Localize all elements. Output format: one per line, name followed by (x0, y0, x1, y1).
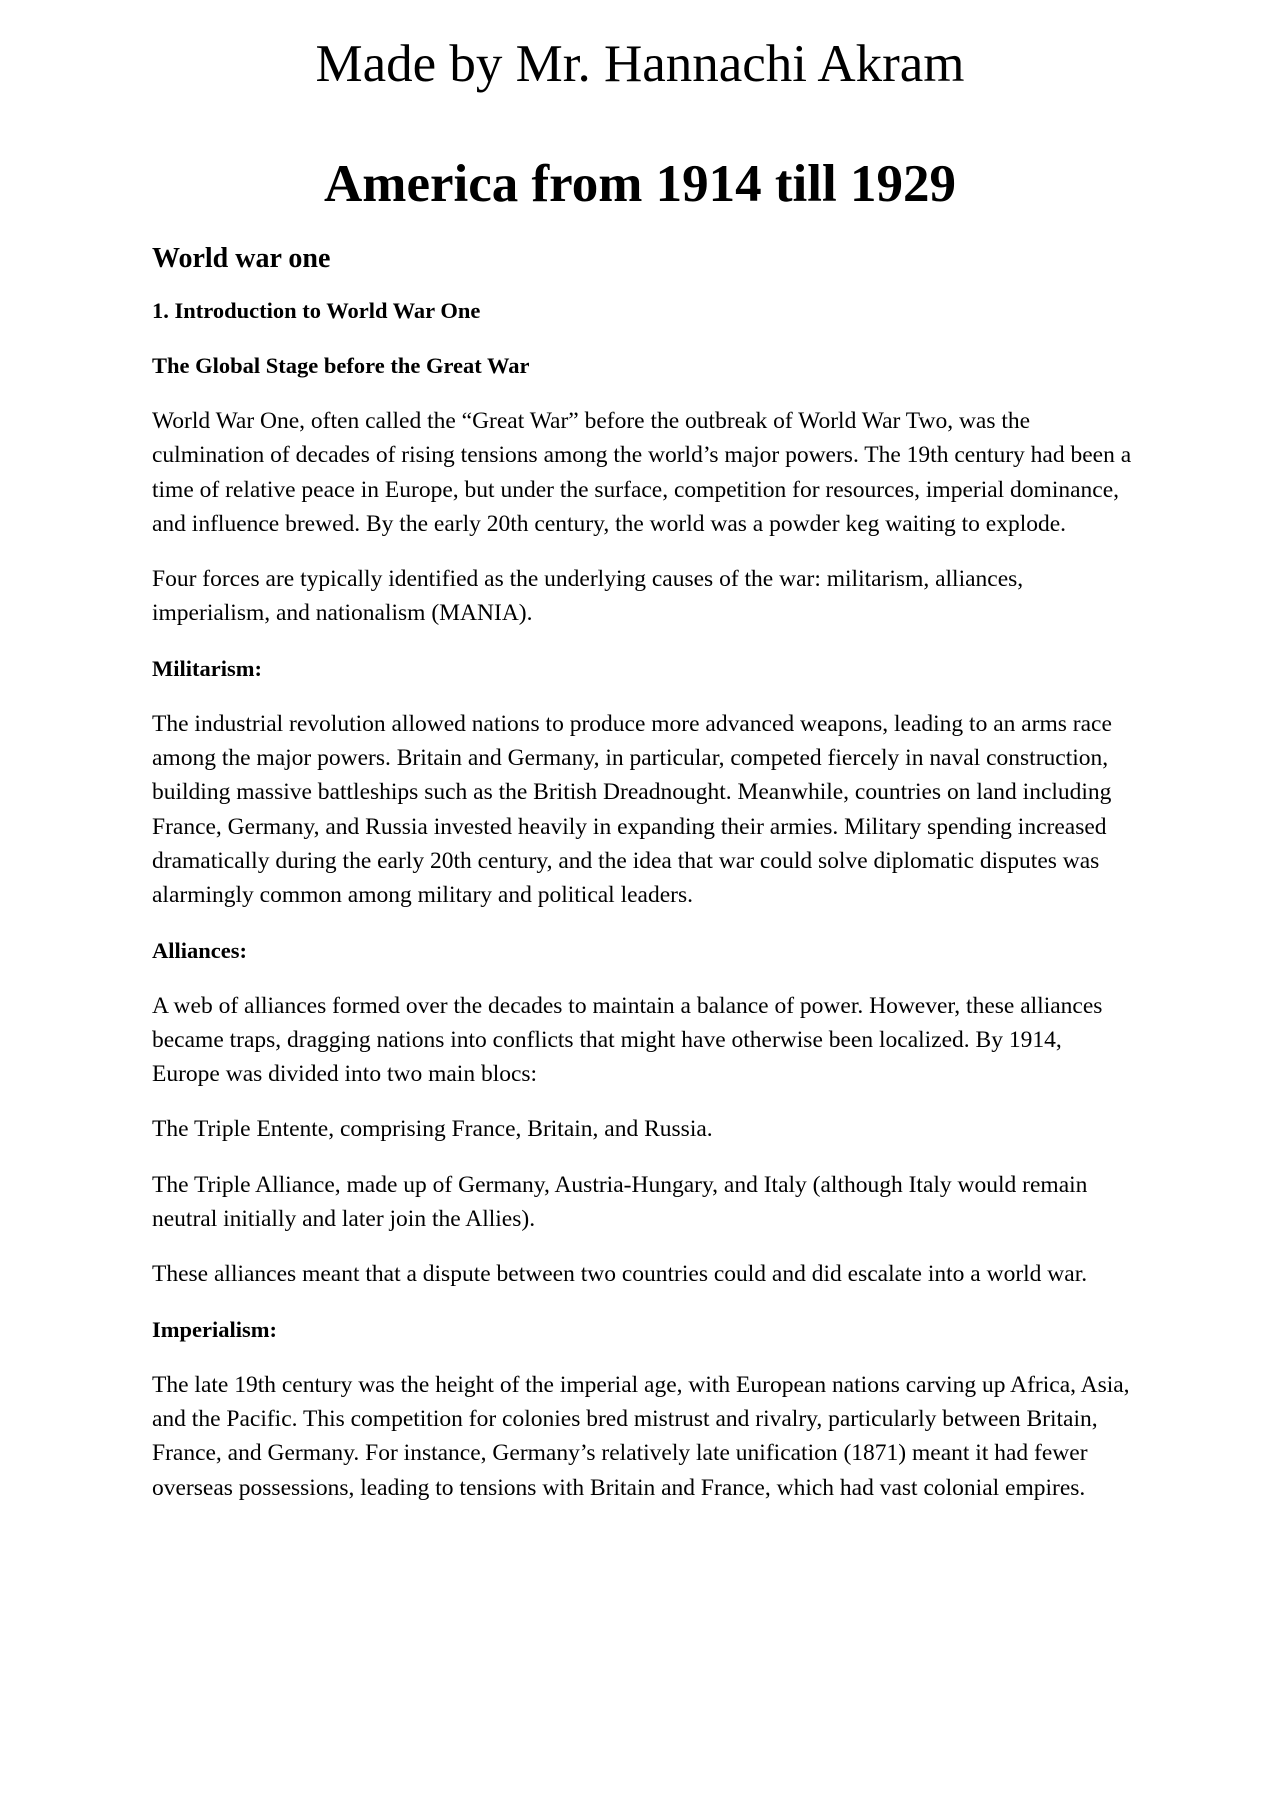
alliances-label: Alliances: (152, 937, 247, 963)
author-line: Made by Mr. Hannachi Akram (315, 35, 965, 93)
militarism-paragraph: The industrial revolution allowed nations to produce more advanced weapons, leading to an arms race among the major powers. Britain and Germany, in particular, competed fiercely in naval construction, building massive battleships such as the British Dreadnought. Meanwhile, countries on land including France, Germany, and Russia invested heavily in expanding their armies. Military spending increased dramatically during the early 20th century, and the idea that war could solve diplomatic disputes was alarmingly common among military and political leaders. (152, 710, 1112, 909)
imperialism-label: Imperialism: (152, 1316, 277, 1342)
document-body (152, 242, 1132, 1526)
section-heading: World war one (152, 243, 331, 274)
triple-alliance-paragraph: The Triple Alliance, made up of Germany, Austria-Hungary, and Italy (although Italy would remain neutral initially and later join the Allies). (152, 1171, 1088, 1233)
imperialism-paragraph: The late 19th century was the height of the imperial age, with European nations carving up Africa, Asia, and the Pacific. This competition for colonies bred mistrust and rivalry, particularly between Britain, France, and Germany. For instance, Germany’s relatively late unification (1871) meant it had fewer overseas possessions, leading to tensions with Britain and France, which had vast colonial empires. (152, 1371, 1130, 1501)
intro-paragraph: World War One, often called the “Great War” before the outbreak of World War Two, was the culmination of decades of rising tensions among the world’s major powers. The 19th century had been a time of relative peace in Europe, but under the surface, competition for resources, imperial dominance, and influence brewed. By the early 20th century, the world was a powder keg waiting to explode. (152, 408, 1132, 537)
alliances-conclusion-paragraph: These alliances meant that a dispute between two countries could and did escalate into a world war. (152, 1261, 1088, 1288)
subsection-heading: 1. Introduction to World War One (152, 298, 481, 323)
alliances-paragraph: A web of alliances formed over the decades to maintain a balance of power. However, these alliances became traps, dragging nations into conflicts that might have otherwise been localized. By 1914, Europe was divided into two main blocs: (152, 992, 1103, 1088)
causes-paragraph: Four forces are typically identified as the underlying causes of the war: militarism, alliances, imperialism, and nationalism (MANIA). (152, 566, 1024, 627)
militarism-label: Militarism: (152, 655, 262, 681)
triple-entente-paragraph: The Triple Entente, comprising France, Britain, and Russia. (152, 1116, 713, 1143)
page-title: America from 1914 till 1929 (324, 155, 956, 213)
sub-subsection-heading: The Global Stage before the Great War (152, 353, 530, 378)
